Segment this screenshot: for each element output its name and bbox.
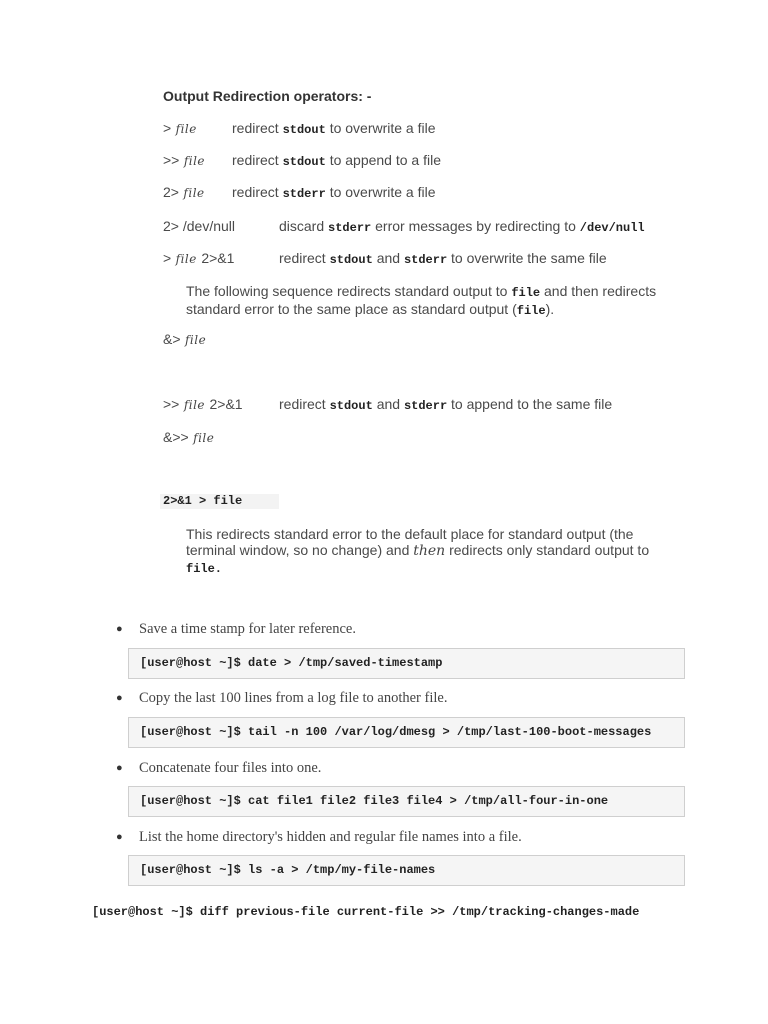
operator-suffix: 2>&1: [209, 396, 243, 412]
command-line: [140, 656, 442, 670]
stream-name: stdout: [282, 123, 326, 137]
stream-name: stdout: [329, 253, 373, 267]
note-paragraph: [186, 283, 686, 319]
example-description: List the home directory's hidden and regular file names into a file.: [139, 829, 522, 845]
note-text: ).: [545, 301, 555, 317]
operator-file: file: [193, 431, 215, 445]
shell-command: ls -a > /tmp/my-file-names: [248, 863, 436, 877]
operator-row: [163, 120, 197, 138]
operator-symbol: >>: [163, 396, 180, 412]
operator-symbol: &>>: [163, 429, 189, 445]
operator-description: [279, 250, 607, 267]
command-line: [92, 905, 639, 919]
operator-file: file: [184, 333, 207, 347]
command-block: [128, 855, 685, 886]
desc-rest: to append to a file: [329, 152, 441, 168]
operator-symbol: 2>: [163, 184, 179, 200]
shell-command: tail -n 100 /var/log/dmesg > /tmp/last-100-boot-messages: [248, 725, 652, 739]
note-text: The following sequence redirects standard output to: [186, 283, 508, 299]
file-keyword: file: [511, 286, 541, 300]
shell-command: date > /tmp/saved-timestamp: [248, 656, 443, 670]
operator-suffix: 2>&1: [201, 250, 235, 266]
inline-code: 2>&1 > file: [163, 494, 243, 508]
section-heading: Output Redirection operators: -: [163, 88, 372, 104]
desc-conj: and: [376, 250, 401, 266]
desc-verb: redirect: [279, 396, 326, 412]
command-block: [128, 717, 685, 748]
operator-symbol: >: [163, 120, 172, 136]
operator-file: file: [175, 252, 197, 266]
example-description: Concatenate four files into one.: [139, 760, 322, 776]
command-block: [128, 786, 685, 817]
target-path: /dev/null: [579, 221, 645, 235]
desc-verb: redirect: [232, 184, 279, 200]
operator-row: [163, 250, 234, 268]
operator-file: file: [183, 186, 205, 200]
note-text: terminal window, so no change) and: [186, 542, 410, 558]
command-line: [140, 794, 608, 808]
desc-verb: discard: [279, 218, 325, 234]
operator-row: [163, 152, 205, 170]
note-text: and then redirects: [544, 283, 657, 299]
note-text: This redirects standard error to the default place for standard output (the: [186, 526, 634, 542]
operator-row: [163, 429, 214, 447]
operator-file: file: [175, 122, 197, 136]
bullet-icon: ●: [116, 623, 123, 635]
example-description: Save a time stamp for later reference.: [139, 621, 356, 637]
shell-command: cat file1 file2 file3 file4 > /tmp/all-four-in-one: [248, 794, 609, 808]
operator-description: [232, 184, 436, 201]
note-paragraph: [186, 526, 686, 577]
operator-symbol: >: [163, 250, 172, 266]
desc-verb: redirect: [232, 152, 279, 168]
command-block: [128, 648, 685, 679]
bullet-icon: ●: [116, 762, 123, 774]
stream-name: stdout: [329, 399, 373, 413]
emphasis-text: then: [413, 543, 446, 559]
note-text: redirects only standard output to: [449, 542, 650, 558]
operator-description: [279, 396, 612, 413]
desc-verb: redirect: [232, 120, 279, 136]
operator-file: file: [183, 154, 206, 168]
operator-row: [163, 184, 205, 202]
command-line: [140, 863, 435, 877]
stream-name: stderr: [403, 399, 448, 413]
operator-file: file: [183, 398, 206, 412]
desc-rest: to overwrite the same file: [451, 250, 607, 266]
desc-rest: to append to the same file: [451, 396, 613, 412]
shell-prompt: [user@host ~]$: [92, 905, 193, 919]
stream-name: stderr: [403, 253, 448, 267]
example-description: Copy the last 100 lines from a log file to another file.: [139, 690, 448, 706]
operator-symbol: >>: [163, 152, 180, 168]
desc-rest: error messages by redirecting to: [375, 218, 576, 234]
operator-row: [163, 396, 243, 414]
bullet-icon: ●: [116, 831, 123, 843]
shell-prompt: [user@host ~]$: [140, 794, 241, 808]
shell-prompt: [user@host ~]$: [140, 656, 241, 670]
operator-symbol: &>: [163, 331, 181, 347]
operator-description: [232, 120, 436, 137]
stream-name: stdout: [282, 155, 326, 169]
bullet-icon: ●: [116, 692, 123, 704]
operator-description: [279, 218, 645, 235]
operator-description: [232, 152, 441, 169]
shell-command: diff previous-file current-file >> /tmp/tracking-changes-made: [200, 905, 640, 919]
desc-rest: to overwrite a file: [329, 184, 436, 200]
operator-row: [163, 331, 206, 349]
file-keyword: file: [516, 304, 546, 318]
file-keyword: file.: [186, 562, 223, 576]
stream-name: stderr: [328, 221, 372, 235]
shell-prompt: [user@host ~]$: [140, 863, 241, 877]
command-line: [140, 725, 651, 739]
desc-rest: to overwrite a file: [329, 120, 436, 136]
operator-symbol: 2> /dev/null: [163, 218, 235, 234]
desc-conj: and: [376, 396, 401, 412]
desc-verb: redirect: [279, 250, 326, 266]
stream-name: stderr: [282, 187, 326, 201]
shell-prompt: [user@host ~]$: [140, 725, 241, 739]
note-text: standard error to the same place as standard output (: [186, 301, 517, 317]
